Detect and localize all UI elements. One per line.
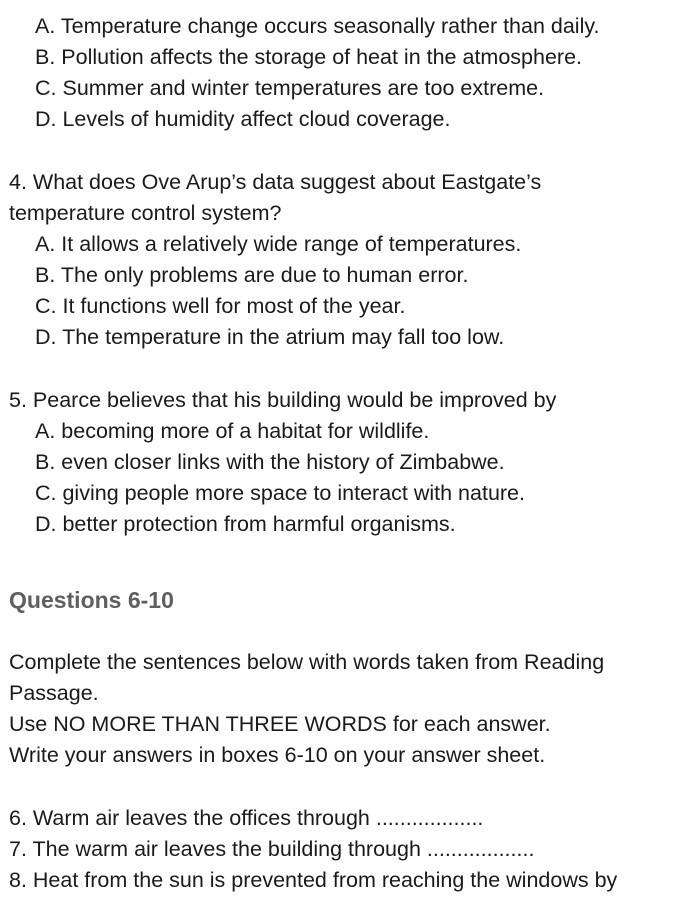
q4-option-d: D. The temperature in the atrium may fall too low. (35, 325, 505, 349)
q4-option-b: B. The only problems are due to human error. (35, 263, 469, 287)
item-8: 8. Heat from the sun is prevented from reaching the windows by (9, 868, 618, 892)
q4-stem-line2: temperature control system? (9, 201, 282, 225)
section-heading: Questions 6-10 (9, 587, 174, 613)
q5-stem: 5. Pearce believes that his building would be improved by (9, 388, 557, 412)
q3-option-b: B. Pollution affects the storage of heat in the atmosphere. (35, 45, 583, 69)
q5-option-c: C. giving people more space to interact with nature. (35, 481, 525, 505)
instruction-line3: Use NO MORE THAN THREE WORDS for each answer. (9, 712, 551, 736)
q4-option-a: A. It allows a relatively wide range of temperatures. (35, 232, 522, 256)
instruction-line1: Complete the sentences below with words taken from Reading (9, 650, 605, 674)
q5-option-d: D. better protection from harmful organisms. (35, 512, 456, 536)
q4-stem-line1: 4. What does Ove Arup’s data suggest about Eastgate’s (9, 170, 542, 194)
q3-option-a: A. Temperature change occurs seasonally rather than daily. (35, 14, 600, 38)
item-7: 7. The warm air leaves the building through .................. (9, 837, 535, 861)
instruction-line4: Write your answers in boxes 6-10 on your answer sheet. (9, 743, 546, 767)
q3-option-d: D. Levels of humidity affect cloud coverage. (35, 107, 451, 131)
item-6: 6. Warm air leaves the offices through .................. (9, 806, 484, 830)
q4-option-c: C. It functions well for most of the year. (35, 294, 406, 318)
q5-option-a: A. becoming more of a habitat for wildlife. (35, 419, 430, 443)
q5-option-b: B. even closer links with the history of Zimbabwe. (35, 450, 505, 474)
q3-option-c: C. Summer and winter temperatures are too extreme. (35, 76, 545, 100)
instruction-line2: Passage. (9, 681, 99, 705)
